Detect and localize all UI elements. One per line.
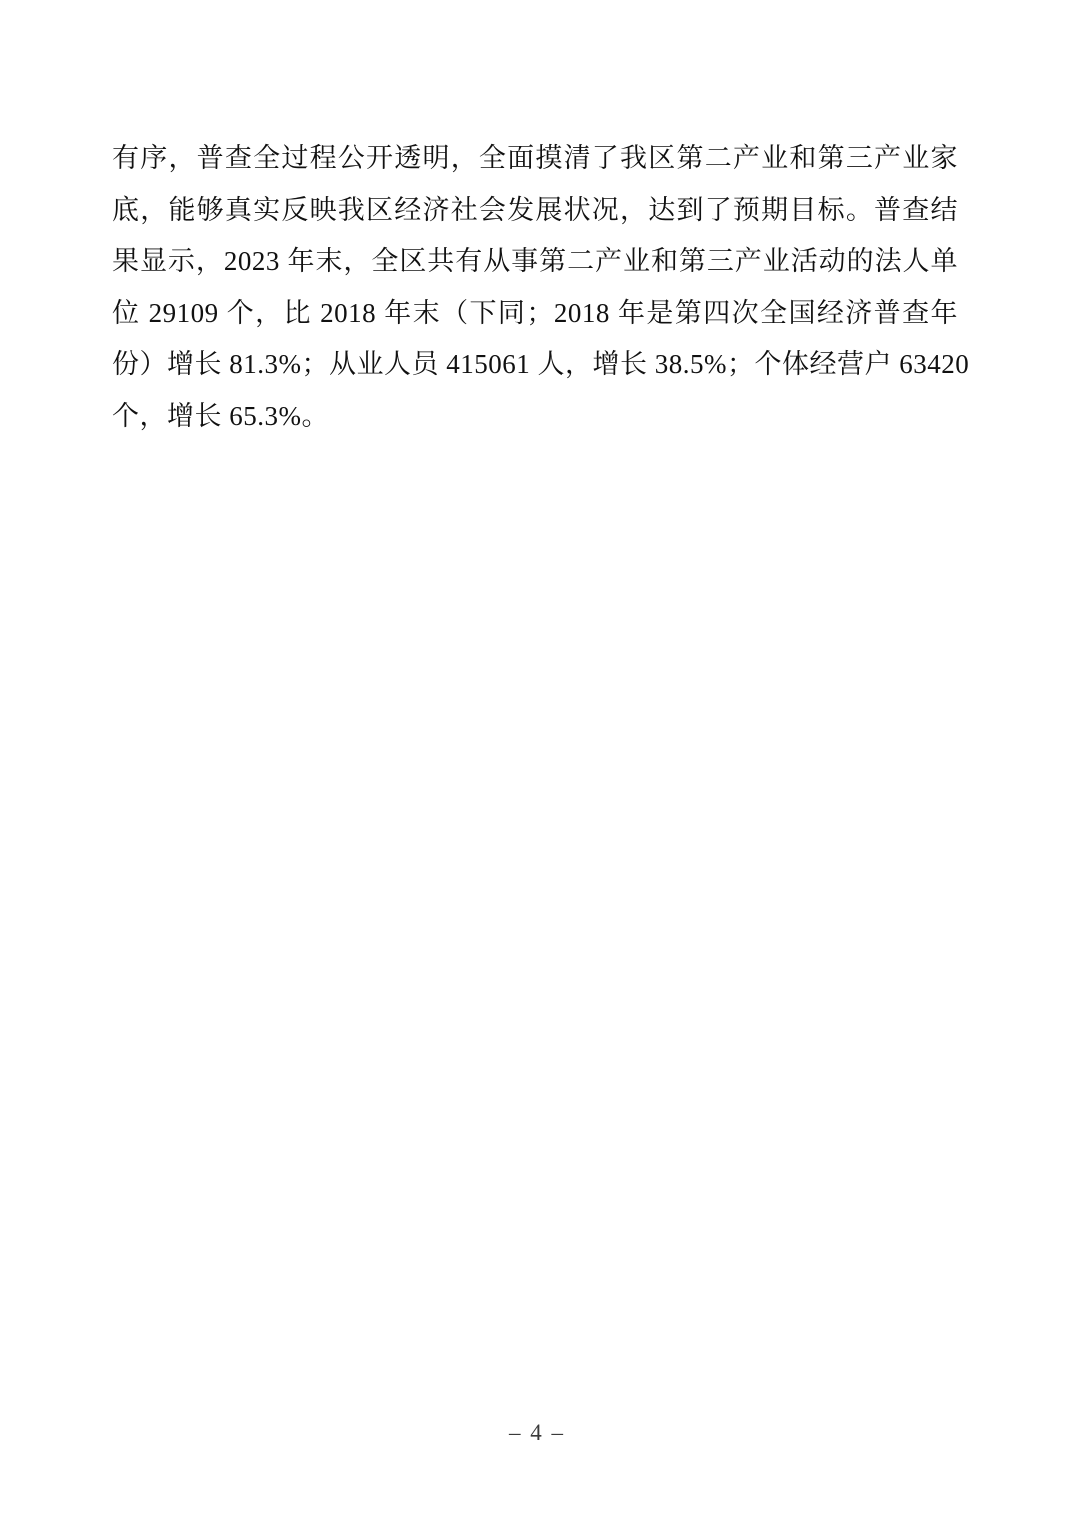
page-footer [0,1420,1074,1446]
paragraph-line: 果显示，2023 年末，全区共有从事第二产业和第三产业活动的法人单 [112,246,958,276]
paragraph-line: 底，能够真实反映我区经济社会发展状况，达到了预期目标。普查结 [112,194,958,225]
paragraph-line: 份）增长 81.3%；从业人员 415061 人，增长 38.5%；个体经营户 63420 [112,349,970,379]
paragraph-line: 个，增长 65.3%。 [112,400,329,431]
page-number: – 4 – [509,1420,565,1445]
body-paragraph [112,133,970,442]
paragraph-line: 有序，普查全过程公开透明，全面摸清了我区第二产业和第三产业家 [112,143,958,173]
paragraph-line: 位 29109 个，比 2018 年末（下同；2018 年是第四次全国经济普查年 [112,297,958,328]
